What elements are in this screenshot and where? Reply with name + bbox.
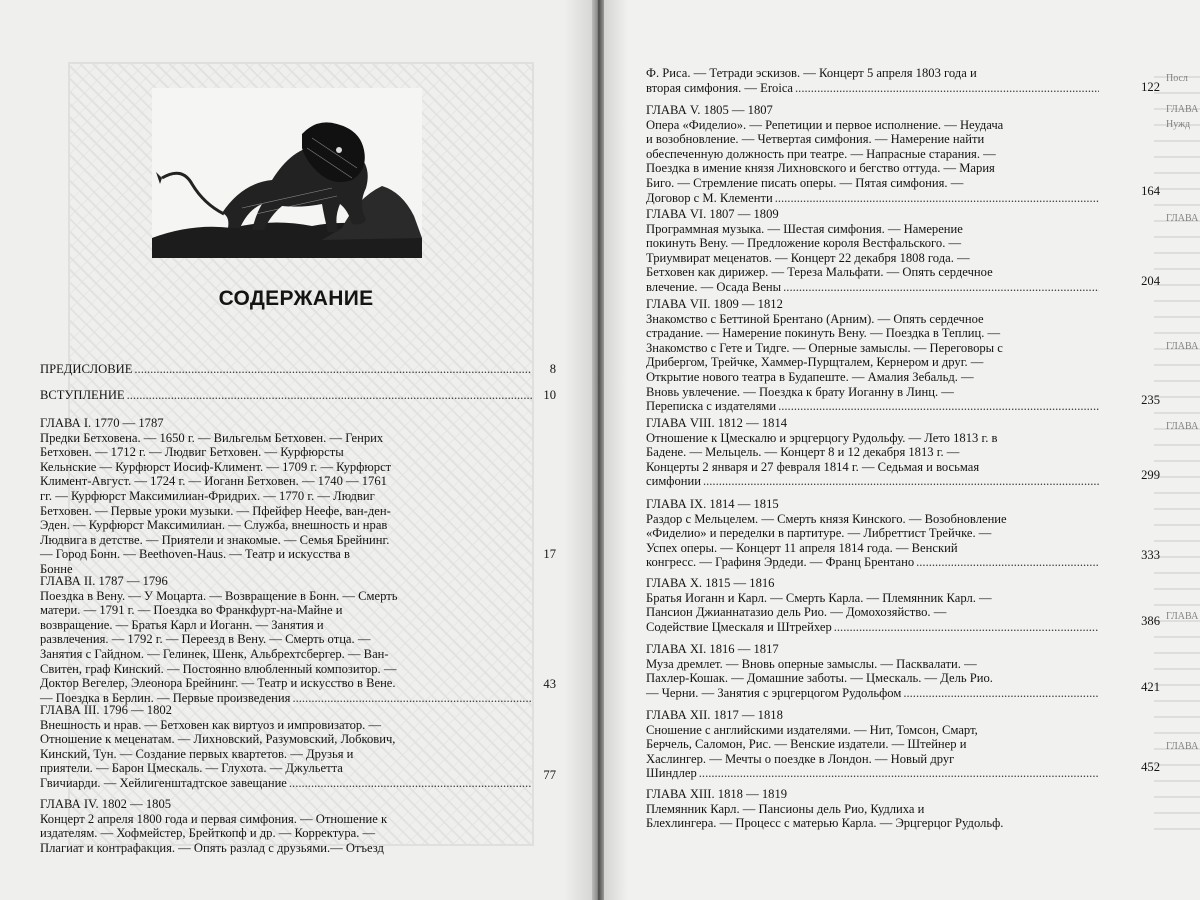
chapter-line: Плагиат и контрафакция. — Опять разлад с друзьями.— Отъезд [40,840,384,855]
page-number: 10 [543,388,556,402]
chapter-heading: ГЛАВА IX. 1814 — 1815 [646,497,779,511]
page-number: 164 [1141,184,1160,198]
chapter-line: Кинский, Тун. — Создание первых квартетов. — Друзья и [40,746,354,761]
chapter-line: Поездка в имение князя Лихновского и бегство оттуда. — Мария [646,161,995,176]
book-spine [592,0,604,900]
chapter-line: издателям. — Хофмейстер, Брейткопф и др. — Корректура. — [40,826,376,841]
chapter-line: Программная музыка. — Шестая симфония. — Намерение [646,221,963,236]
page-number: 421 [1141,680,1160,694]
lion-engraving-icon [152,88,422,258]
chapter-line: Внешность и нрав. — Бетховен как виртуоз и импровизатор. — [40,717,382,732]
chapter-line: Договор с М. Клементи [646,190,773,205]
chapter-line: развлечения. — 1792 г. — Переезд в Вену. — Смерть отца. — [40,632,371,647]
chapter-heading: ГЛАВА X. 1815 — 1816 [646,576,775,590]
chapter-line: Братья Иоганн и Карл. — Смерть Карла. — Племянник Карл. — [646,590,992,605]
chapter-heading: ГЛАВА VII. 1809 — 1812 [646,297,783,311]
toc-chapter-4-continued[interactable] [646,66,1163,95]
chapter-line: Бонне [40,561,73,576]
chapter-line: Сношение с английскими издателями. — Нит, Томсон, Смарт, [646,722,978,737]
chapter-line: Шиндлер [646,766,697,781]
chapter-line: и возобновление. — Четвертая симфония. — Намерение найти [646,132,985,147]
chapter-line: вторая симфония. — Eroica [646,80,794,95]
dot-leader [127,388,532,403]
chapter-heading: ГЛАВА XII. 1817 — 1818 [646,708,783,722]
chapter-line: покинуть Вену. — Предложение короля Вестфальского. — [646,236,962,251]
chapter-line: Муза дремлет. — Вновь оперные замыслы. — Пасквалати. — [646,656,977,671]
chapter-heading: ГЛАВА III. 1796 — 1802 [40,703,172,717]
toc-chapter-10[interactable] [646,576,1163,634]
chapter-line: Бетховен. — 1712 г. — Людвиг Бетховен. — Курфюрсты [40,445,344,460]
toc-entry-label: ПРЕДИСЛОВИЕ [40,362,133,376]
chapter-line: Концерт 2 апреля 1800 года и первая симфония. — Отношение к [40,811,388,826]
page-number: 8 [549,362,556,376]
chapter-line: Хаслингер. — Мечты о поездке в Лондон. — Новый друг [646,751,955,766]
dot-leader [783,280,1099,295]
dot-leader [775,191,1099,206]
chapter-heading: ГЛАВА XI. 1816 — 1817 [646,642,779,656]
chapter-line: Бетховен. — Первые уроки музыки. — Пфейфер Неефе, ван-ден- [40,503,391,518]
chapter-line: Знакомство с Беттиной Брентано (Арним). — Опять сердечное [646,311,984,326]
bleed-fragment: Нужд [1166,119,1191,130]
dot-leader [699,766,1099,781]
bleed-fragment: Посл [1166,73,1188,84]
chapter-line: возвращение. — Братья Карл и Иоганн. — Занятия и [40,617,324,632]
chapter-line: Содействие Цмескаля и Штрейхер [646,619,832,634]
dot-leader [903,686,1099,701]
toc-chapter-13[interactable] [646,787,1163,831]
page-number: 235 [1141,393,1160,407]
chapter-line: Кельнские — Курфюрст Иосиф-Климент. — 1709 г. — Курфюрст [40,459,392,474]
chapter-line: Дрибергом, Трейчке, Хаммер-Пурщталем, Кернером и друг. — [646,355,984,370]
toc-chapter-5[interactable] [646,103,1163,205]
chapter-line: Отношение к Цмескалю и эрцгерцогу Рудольфу. — Лето 1813 г. в [646,430,998,445]
dot-leader [795,81,1099,96]
chapter-line: страдание. — Намерение покинуть Вену. — Поездка в Теплиц. — [646,326,1001,341]
page-number: 204 [1141,274,1160,288]
chapter-line: Опера «Фиделио». — Репетиции и первое исполнение. — Неудача [646,117,1004,132]
chapter-line: Берчель, Саломон, Рис. — Венские издатели. — Штейнер и [646,737,967,752]
bleed-fragment: ГЛАВА [1166,213,1199,224]
chapter-line: Переписка с издателями [646,399,777,414]
toc-chapter-11[interactable] [646,642,1163,700]
toc-chapter-12[interactable] [646,708,1163,781]
bleed-fragment: ГЛАВА [1166,741,1199,752]
dot-leader [703,474,1099,489]
chapter-line: Занятия с Гайдном. — Гелинек, Шенк, Альбрехтсбергер. — Ван- [40,646,389,661]
chapter-line: Знакомство с Гете и Тидге. — Оперные замыслы. — Переговоры с [646,340,1003,355]
page-number: 77 [543,768,556,782]
chapter-line: Гвичиарди. — Хейлигенштадтское завещание [40,775,287,790]
chapter-line: конгресс. — Графиня Эрдеди. — Франц Брентано [646,555,915,570]
chapter-line: Триумвират меценатов. — Концерт 22 декабря 1808 года. — [646,250,970,265]
chapter-line: матери. — 1791 г. — Поездка во Франкфурт-на-Майне и [40,603,343,618]
toc-entry-preface[interactable] [40,362,560,377]
chapter-heading: ГЛАВА II. 1787 — 1796 [40,574,168,588]
chapter-line: Бетховен как дирижер. — Тереза Мальфати. — Опять сердечное [646,265,993,280]
bleed-fragment: ГЛАВА [1166,611,1199,622]
chapter-line: Ф. Риса. — Тетради эскизов. — Концерт 5 апреля 1803 года и [646,66,977,80]
dot-leader [134,362,532,377]
chapter-line: Концерты 2 января и 27 февраля 1814 г. — Седьмая и восьмая [646,459,980,474]
dot-leader [916,555,1099,570]
chapter-heading: ГЛАВА IV. 1802 — 1805 [40,797,172,811]
chapter-line: «Фиделио» и переделки в партитуре. — Либреттист Трейчке. — [646,526,992,541]
toc-chapter-4[interactable] [40,797,560,855]
bleed-fragment: ГЛАВА [1166,104,1199,115]
chapter-line: Пахлер-Кошак. — Домашние заботы. — Цмескаль. — Дель Рио. [646,671,993,686]
toc-entry-label: ВСТУПЛЕНИЕ [40,388,125,402]
toc-chapter-6[interactable] [646,207,1163,295]
chapter-line: Успех оперы. — Концерт 11 апреля 1814 года. — Венский [646,540,958,555]
chapter-line: Блехлингера. — Процесс с матерью Карла. — Эрцгерцог Рудольф. [646,816,1004,831]
dot-leader [289,776,532,791]
toc-chapter-8[interactable] [646,416,1163,489]
chapter-line: Предки Бетховена. — 1650 г. — Вильгельм Бетховен. — Генрих [40,430,384,445]
dot-leader [778,399,1099,414]
chapter-line: влечение. — Осада Вены [646,279,782,294]
chapter-line: Людвига в детстве. — Приятели и знакомые. — Семья Брейнинг. [40,532,390,547]
bleed-fragment: ГЛАВА [1166,341,1199,352]
chapter-line: приятели. — Барон Цмескаль. — Глухота. — Джульетта [40,761,343,776]
bleed-fragment: ГЛАВА [1166,421,1199,432]
chapter-heading: ГЛАВА XIII. 1818 — 1819 [646,787,788,801]
page-number: 452 [1141,760,1160,774]
toc-chapter-2[interactable] [40,574,560,705]
chapter-line: Биго. — Стремление писать оперы. — Пятая симфония. — [646,175,964,190]
chapter-line: — Черни. — Занятия с эрцгерцогом Рудольфом [646,685,902,700]
chapter-line: Доктор Вегелер, Элеонора Брейнинг. — Театр и искусство в Вене. [40,676,396,691]
chapter-line: Бадене. — Мельцель. — Концерт 8 и 12 декабря 1813 г. — [646,445,960,460]
toc-chapter-9[interactable] [646,497,1163,570]
chapter-heading: ГЛАВА VI. 1807 — 1809 [646,207,779,221]
chapter-line: Климент-Август. — 1724 г. — Иоганн Бетховен. — 1740 — 1761 [40,474,387,489]
page-number: 122 [1141,80,1160,94]
chapter-line: Открытие нового театра в Будапеште. — Амалия Зебальд. — [646,369,974,384]
chapter-line: симфонии [646,474,701,489]
page-number: 17 [543,547,556,561]
chapter-heading: ГЛАВА I. 1770 — 1787 [40,416,164,430]
page-number: 386 [1141,614,1160,628]
dot-leader [834,620,1099,635]
chapter-line: Пансион Джианнатазио дель Рио. — Домохозяйство. — [646,605,947,620]
chapter-line: Эден. — Курфюрст Максимилиан. — Служба, внешность и нрав [40,518,388,533]
chapter-line: Свитен, граф Кинский. — Постоянно влюбленный композитор. — [40,661,397,676]
chapter-line: Поездка в Вену. — У Моцарта. — Возвращение в Бонн. — Смерть [40,588,398,603]
toc-chapter-7[interactable] [646,297,1163,414]
chapter-line: — Поездка в Берлин. — Первые произведения [40,690,291,705]
chapter-line: гг. — Курфюрст Максимилиан-Фридрих. — 1770 г. — Людвиг [40,488,375,503]
chapter-line: Племянник Карл. — Пансионы дель Рио, Кудлиха и [646,801,925,816]
chapter-line: обеспеченную должность при театре. — Напрасные старания. — [646,146,996,161]
page-number: 299 [1141,468,1160,482]
chapter-line: — Город Бонн. — Beethoven-Haus. — Театр и искусства в [40,547,350,562]
page-title: СОДЕРЖАНИЕ [218,287,374,310]
page-number: 333 [1141,548,1160,562]
chapter-line: Отношение к меценатам. — Лихновский, Разумовский, Лобкович, [40,732,396,747]
toc-chapter-1[interactable] [40,416,560,577]
toc-entry-intro[interactable] [40,388,560,403]
chapter-heading: ГЛАВА V. 1805 — 1807 [646,103,773,117]
chapter-line: Раздор с Мельцелем. — Смерть князя Кинского. — Возобновление [646,511,1007,526]
toc-chapter-3[interactable] [40,703,560,791]
chapter-heading: ГЛАВА VIII. 1812 — 1814 [646,416,788,430]
chapter-line: Вновь увлечение. — Поездка к брату Иоганну в Линц. — [646,384,954,399]
page-number: 43 [543,677,556,691]
